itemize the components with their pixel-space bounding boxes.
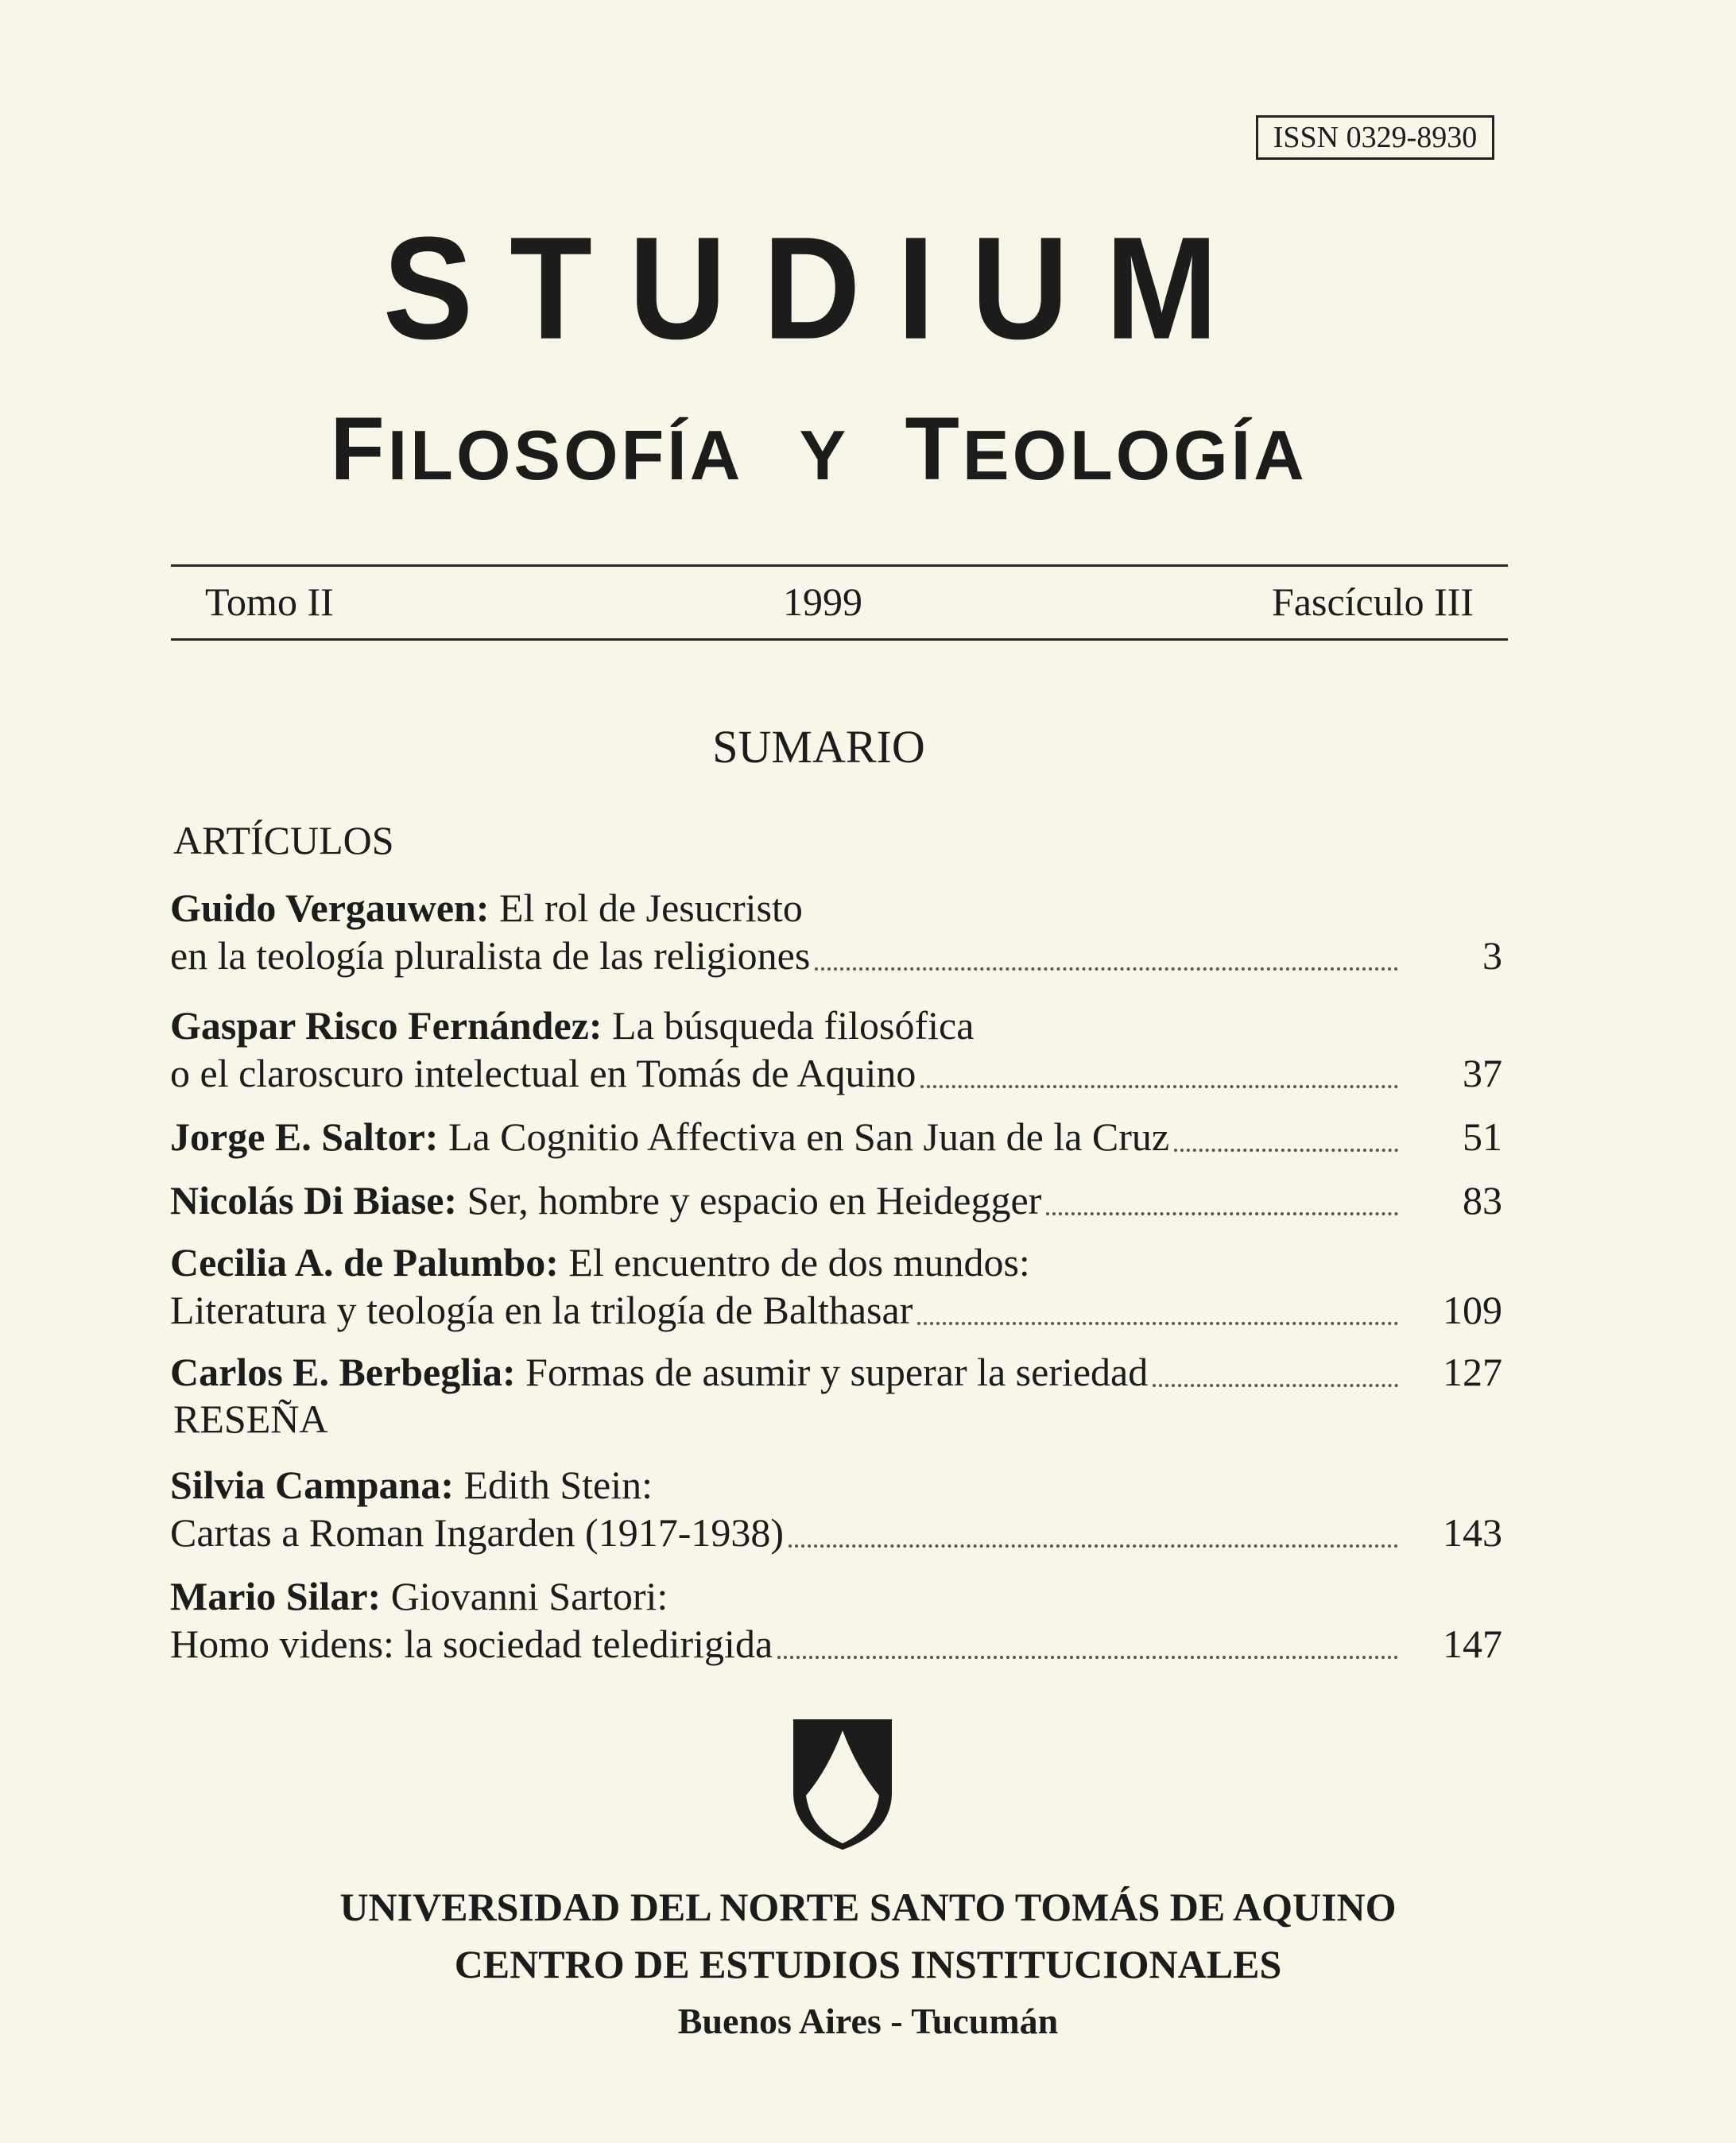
toc-entry-5-line-1 (170, 1237, 1505, 1288)
volume-rule-bottom (171, 638, 1508, 641)
review-entry-page: 143 (1443, 1510, 1502, 1555)
toc-entry-text (170, 1111, 1169, 1162)
toc-entry-title: El rol de Jesucristo (498, 885, 803, 930)
toc-entry-text (170, 1347, 1148, 1397)
journal-title: STUDIUM (382, 207, 1255, 370)
review-entry-2-line-2 (170, 1618, 1398, 1669)
review-entry-author: Mario Silar: (170, 1574, 382, 1618)
toc-entry-1-line-1 (170, 882, 1505, 933)
toc-entry-title-cont: Literatura y teología en la trilogía de Balthasar (170, 1288, 913, 1332)
review-entry-author: Silvia Campana: (170, 1463, 455, 1507)
volume-fasciculo: Fascículo III (1272, 579, 1474, 624)
review-entry-page: 147 (1443, 1622, 1502, 1666)
toc-entry-title: La búsqueda filosófica (611, 1003, 975, 1048)
dot-leader (777, 1656, 1398, 1659)
toc-entry-author: Guido Vergauwen: (170, 885, 490, 930)
toc-entry-title-cont: o el claroscuro intelectual en Tomás de Aquino (170, 1051, 916, 1095)
volume-tomo: Tomo II (205, 579, 334, 624)
subtitle-word-1-cap: F (330, 399, 388, 498)
toc-entry-page: 37 (1463, 1051, 1502, 1095)
review-entry-1-line-2 (170, 1507, 1398, 1558)
publisher-center: CENTRO DE ESTUDIOS INSTITUCIONALES (454, 1942, 1282, 1986)
dot-leader (815, 967, 1398, 971)
review-entry-title-cont: Homo videns: la sociedad teledirigida (170, 1622, 773, 1666)
publisher-location: Buenos Aires - Tucumán (677, 2001, 1059, 2041)
dot-leader (789, 1544, 1398, 1548)
journal-subtitle (0, 397, 1637, 507)
toc-entry-page: 3 (1482, 933, 1502, 978)
toc-entry-author: Cecilia A. de Palumbo: (170, 1240, 559, 1285)
toc-entry-5-line-2 (170, 1285, 1398, 1335)
subtitle-word-2: Y (799, 416, 850, 494)
dot-leader (920, 1085, 1398, 1088)
toc-entry-page: 127 (1443, 1350, 1502, 1394)
toc-entry-title-cont: en la teología pluralista de las religiones (170, 933, 811, 978)
toc-entry-author: Nicolás Di Biase: (170, 1178, 458, 1223)
review-entry-title-cont: Cartas a Roman Ingarden (1917-1938) (170, 1510, 784, 1555)
dot-leader (1153, 1384, 1398, 1387)
toc-entry-text (170, 1175, 1041, 1226)
publisher-university: UNIVERSIDAD DEL NORTE SANTO TOMÁS DE AQUINO (339, 1885, 1397, 1929)
university-crest-icon (787, 1713, 898, 1856)
toc-entry-1-line-2 (170, 930, 1398, 981)
toc-entry-3-line-1 (170, 1111, 1398, 1162)
toc-entry-page: 51 (1463, 1114, 1502, 1159)
subtitle-word-3-rest: EOLOGÍA (962, 416, 1308, 494)
toc-entry-6-line-1 (170, 1347, 1398, 1397)
toc-entry-title: Formas de asumir y superar la seriedad (525, 1350, 1149, 1394)
subtitle-word-3-cap: T (905, 399, 963, 498)
toc-entry-title: La Cognitio Affectiva en San Juan de la Cruz (448, 1114, 1170, 1159)
toc-entry-2-line-1 (170, 1000, 1505, 1051)
toc-entry-2-line-2 (170, 1048, 1398, 1099)
dot-leader (1046, 1212, 1398, 1215)
articulos-heading: ARTÍCULOS (173, 818, 394, 862)
review-entry-1-line-1 (170, 1459, 1505, 1510)
dot-leader (1174, 1149, 1398, 1152)
sumario-heading: SUMARIO (712, 721, 925, 773)
toc-entry-page: 109 (1443, 1288, 1502, 1332)
volume-year: 1999 (783, 579, 862, 624)
toc-entry-author: Jorge E. Saltor: (170, 1114, 439, 1159)
toc-entry-author: Carlos E. Berbeglia: (170, 1350, 516, 1394)
toc-entry-author: Gaspar Risco Fernández: (170, 1003, 603, 1048)
review-entry-title: Giovanni Sartori: (390, 1574, 668, 1618)
review-entry-2-line-1 (170, 1571, 1505, 1622)
toc-entry-4-line-1 (170, 1175, 1398, 1226)
resena-heading: RESEÑA (173, 1397, 328, 1441)
dot-leader (917, 1322, 1398, 1325)
toc-entry-title: Ser, hombre y espacio en Heidegger (467, 1178, 1042, 1223)
subtitle-word-1-rest: ILOSOFÍA (387, 416, 744, 494)
volume-rule-top (171, 564, 1508, 567)
review-entry-title: Edith Stein: (463, 1463, 653, 1507)
toc-entry-page: 83 (1463, 1178, 1502, 1223)
issn-box: ISSN 0329-8930 (1256, 115, 1494, 160)
toc-entry-title: El encuentro de dos mundos: (568, 1240, 1030, 1285)
